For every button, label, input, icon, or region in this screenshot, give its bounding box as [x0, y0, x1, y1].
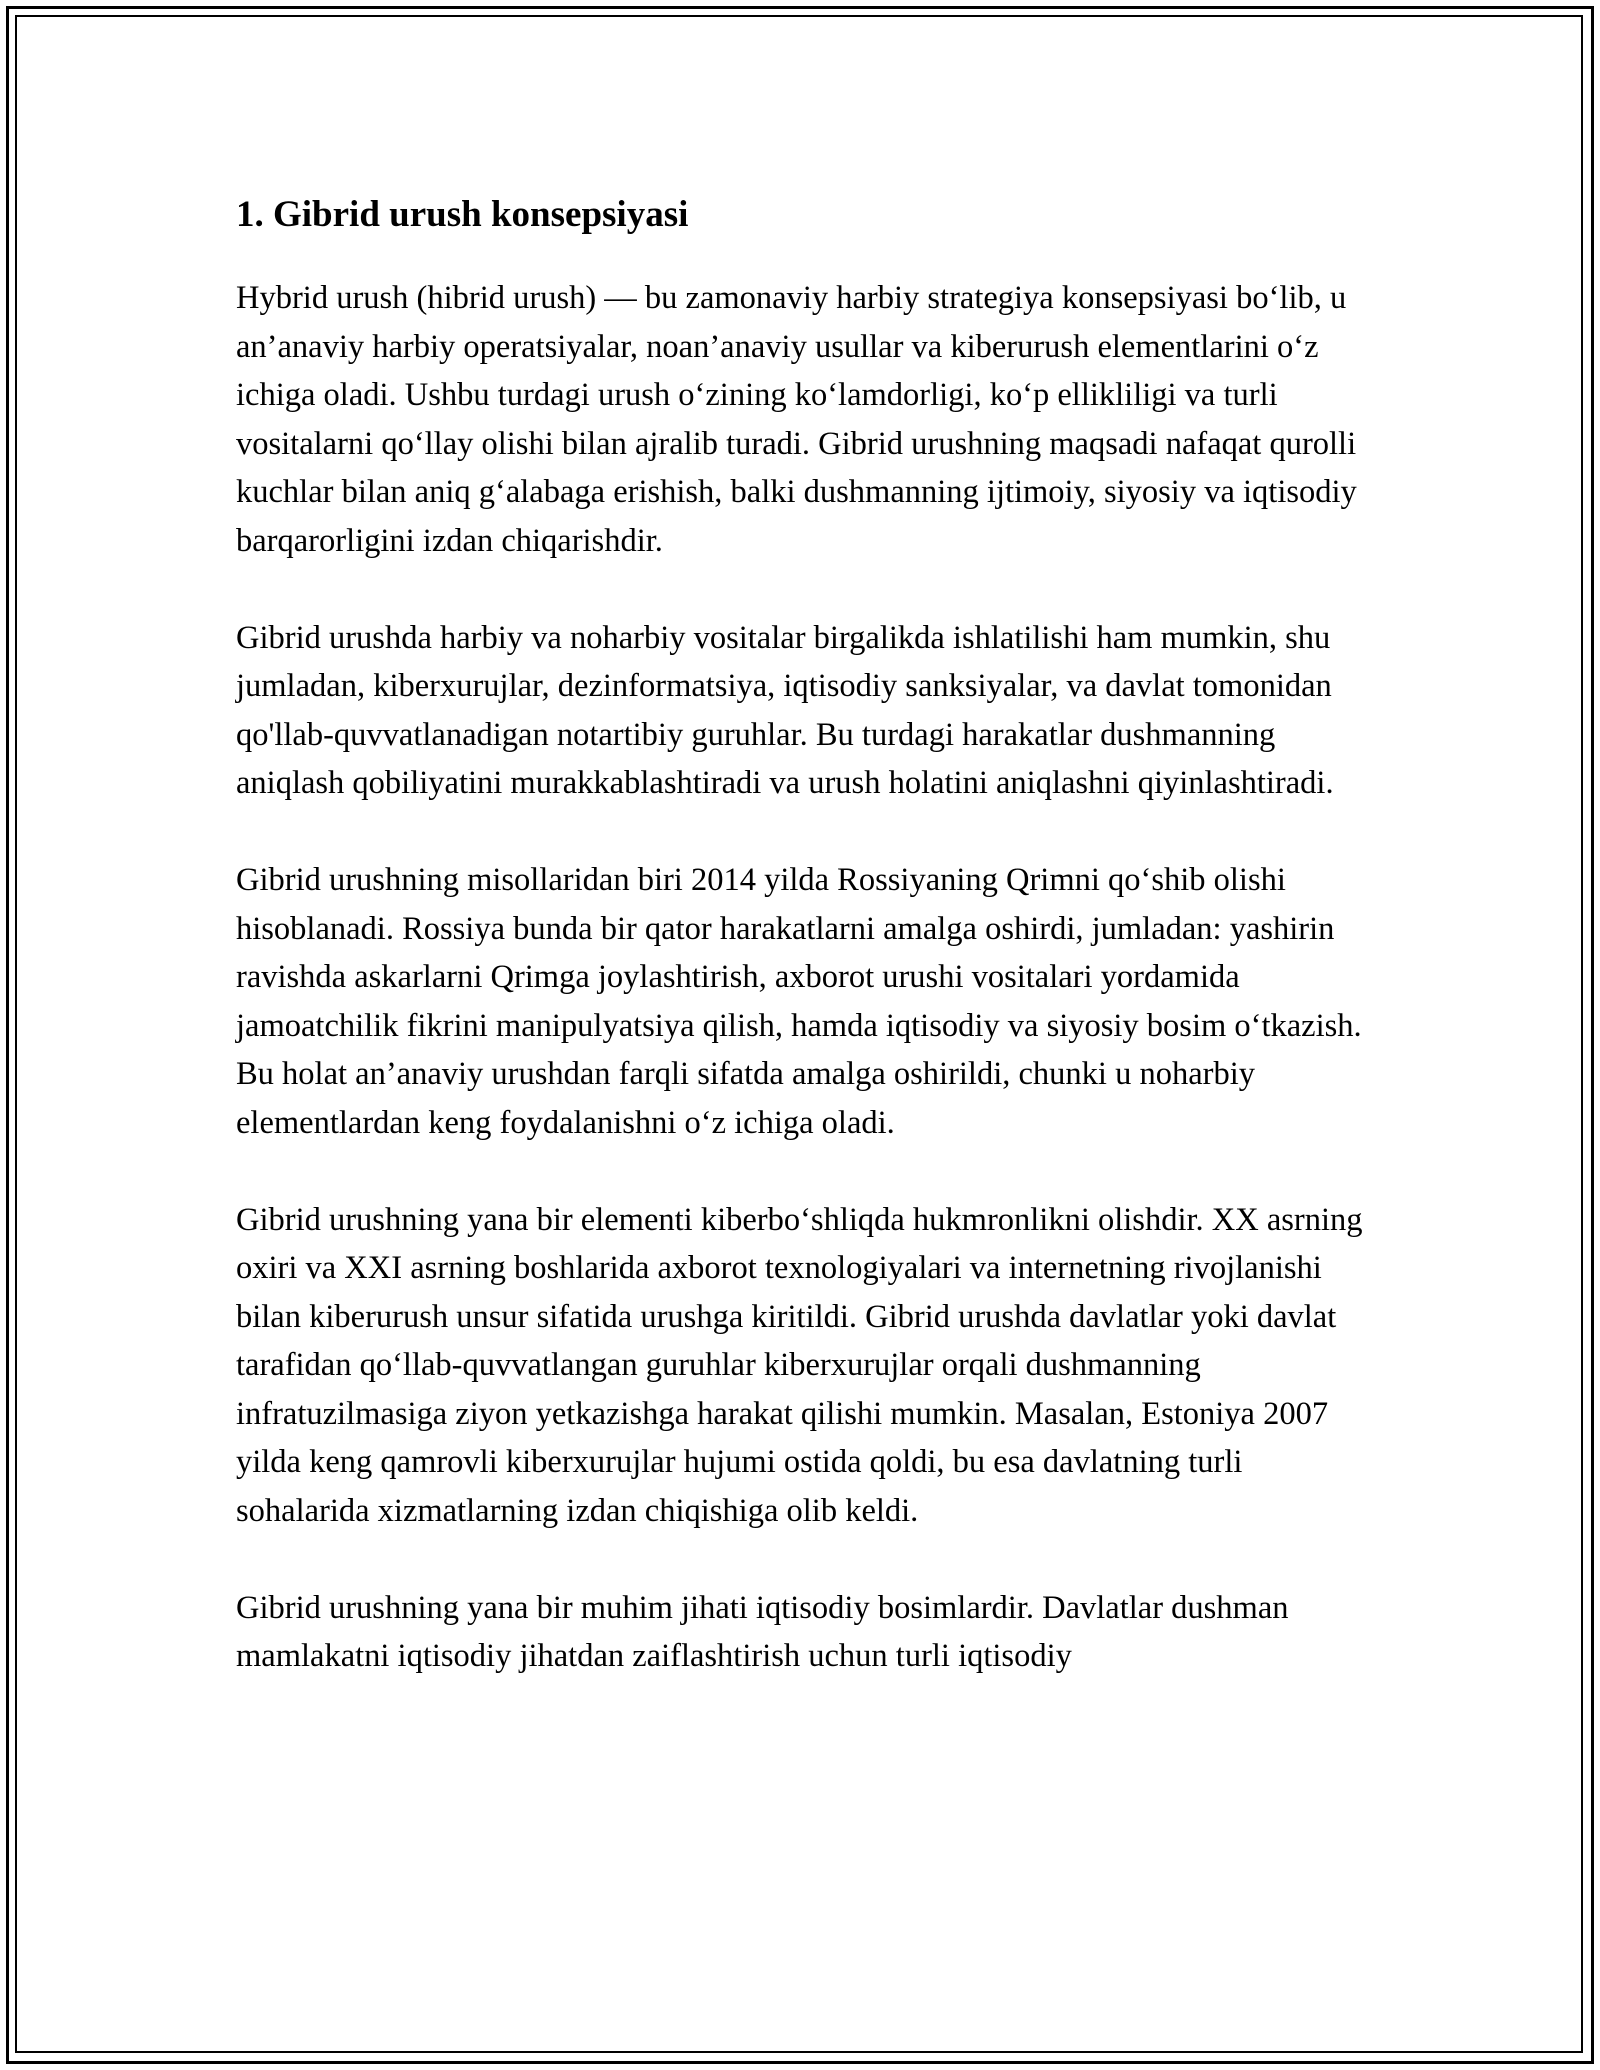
document-body [236, 184, 1376, 1729]
paragraph-4: Gibrid urushning yana bir elementi kiberbo‘shliqda hukmronlikni olishdir. XX asrning oxiri va XXI asrning boshlarida axborot texnologiyalari va internetning rivojlanishi bilan kiberurush unsur sifatida urushga kiritildi. Gibrid urushda davlatlar yoki davlat tarafidan qo‘llab-quvvatlangan guruhlar kiberxurujlar orqali dushmanning infratuzilmasiga ziyon yetkazishga harakat qilishi mumkin. Masalan, Estoniya 2007 yilda keng qamrovli kiberxurujlar hujumi ostida qoldi, bu esa davlatning turli sohalarida xizmatlarning izdan chiqishiga olib keldi. [236, 1201, 1363, 1529]
paragraph-2: Gibrid urushda harbiy va noharbiy vositalar birgalikda ishlatilishi ham mumkin, shu jumladan, kiberxurujlar, dezinformatsiya, iqtisodiy sanksiyalar, va davlat tomonidan qo'llab-quvvatlanadigan notartibiy guruhlar. Bu turdagi harakatlar dushmanning aniqlash qobiliyatini murakkablashtiradi va urush holatini aniqlashni qiyinlashtiradi. [236, 619, 1334, 801]
paragraph-1: Hybrid urush (hibrid urush) — bu zamonaviy harbiy strategiya konsepsiyasi bo‘lib, u an’anaviy harbiy operatsiyalar, noan’anaviy usullar va kiberurush elementlarini o‘z ichiga oladi. Ushbu turdagi urush o‘zining ko‘lamdorligi, ko‘p ellikliligi va turli vositalarni qo‘llay olishi bilan ajralib turadi. Gibrid urushning maqsadi nafaqat qurolli kuchlar bilan aniq g‘alabaga erishish, balki dushmanning ijtimoiy, siyosiy va iqtisodiy barqarorligini izdan chiqarishdir. [236, 280, 1357, 559]
section-title: 1. Gibrid urush konsepsiyasi [236, 194, 689, 235]
paragraph-5: Gibrid urushning yana bir muhim jihati iqtisodiy bosimlardir. Davlatlar dushman mamlakatni iqtisodiy jihatdan zaiflashtirish uchun turli iqtisodiy [236, 1589, 1289, 1674]
paragraph-3: Gibrid urushning misollaridan biri 2014 yilda Rossiyaning Qrimni qo‘shib olishi hisoblanadi. Rossiya bunda bir qator harakatlarni amalga oshirdi, jumladan: yashirin ravishda askarlarni Qrimga joylashtirish, axborot urushi vositalari yordamida jamoatchilik fikrini manipulyatsiya qilish, hamda iqtisodiy va siyosiy bosim o‘tkazish. Bu holat an’anaviy urushdan farqli sifatda amalga oshirildi, chunki u noharbiy elementlardan keng foydalanishni o‘z ichiga oladi. [236, 862, 1362, 1141]
